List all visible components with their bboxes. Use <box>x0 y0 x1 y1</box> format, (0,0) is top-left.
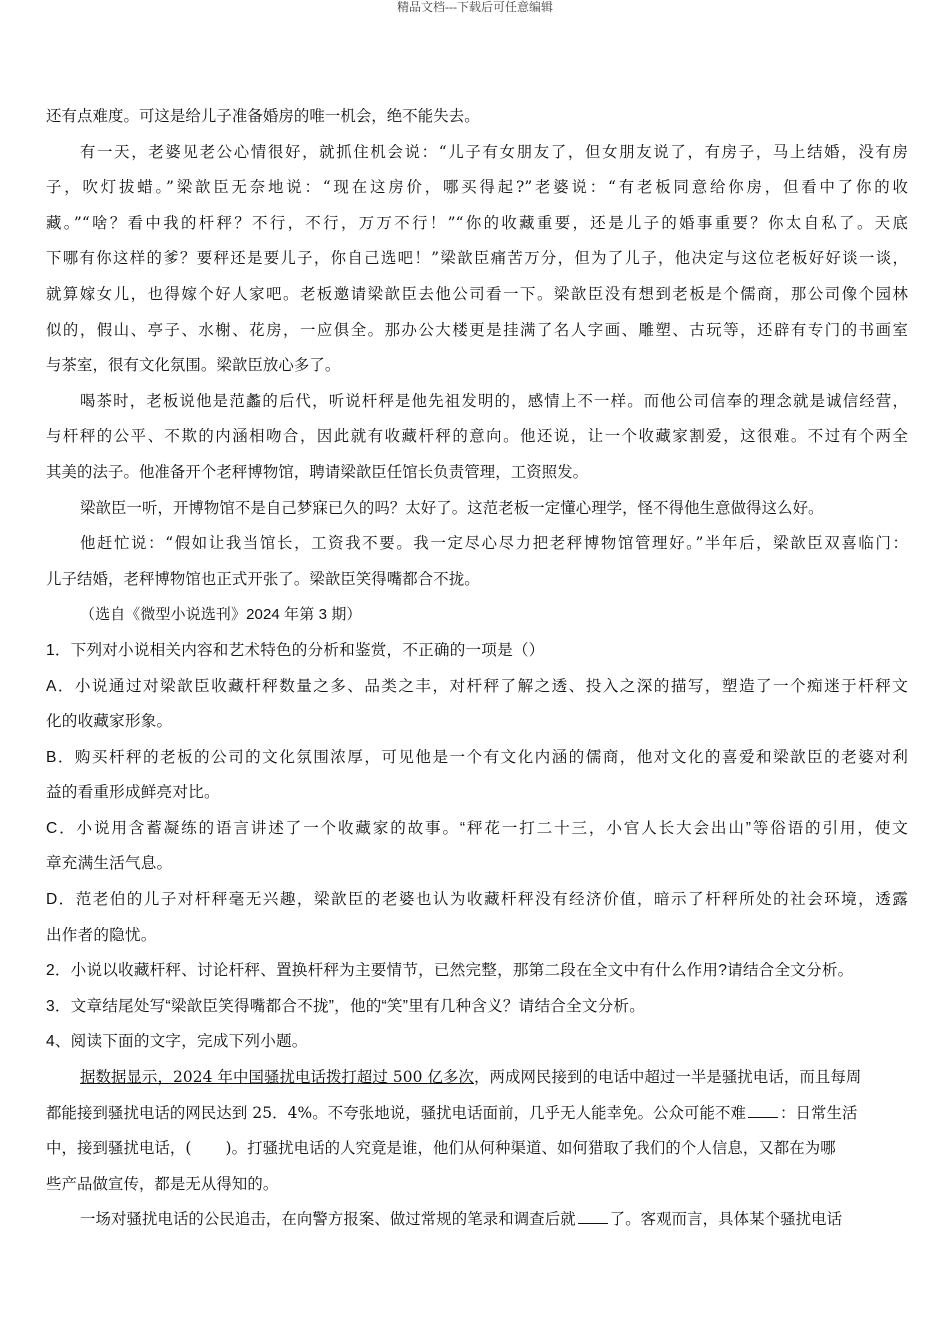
fill-blank <box>578 1222 608 1224</box>
option-c: C．小说用含蓄凝练的语言讲述了一个收藏家的故事。“秤花一打二十三，小官人长大会出山”等俗语的引用，使文 <box>46 819 908 837</box>
question-3: 3．文章结尾处写“梁歆臣笑得嘴都合不拢”，他的“笑”里有几种含义？请结合全文分析。 <box>46 997 646 1015</box>
story-line: 与茶室，很有文化氛围。梁歆臣放心多了。 <box>46 356 341 375</box>
story-line: 还有点难度。可这是给儿子准备婚房的唯一机会，绝不能失去。 <box>46 107 480 125</box>
story-line: 藏。”“啥？看中我的杆秤？不行，不行，万万不行！”“你的收藏重要，还是儿子的婚事重要？你太自私了。天底 <box>46 213 908 232</box>
option-b-cont: 益的看重形成鲜亮对比。 <box>46 784 220 802</box>
source-citation: （选自《微型小说选刊》2024 年第 3 期） <box>80 606 362 624</box>
document-body <box>46 99 908 1238</box>
underlined-sentence: 据数据显示，2024 年中国骚扰电话拨打超过 500 亿多次 <box>80 1068 475 1087</box>
fill-blank <box>748 1116 778 1118</box>
story-line: 其美的法子。他准备开个老秤博物馆，聘请梁歆臣任馆长负责管理，工资照发。 <box>46 462 589 481</box>
story-line: 有一天，老婆见老公心情很好，就抓住机会说：“儿子有女朋友了，但女朋友说了，有房子，马上结婚，没有房 <box>80 142 908 161</box>
story-line: 喝茶时，老板说他是范蠡的后代，听说杆秤是他先祖发明的，感情上不一样。而他公司信奉的理念就是诚信经营， <box>80 391 908 410</box>
passage-line-3: 中，接到骚扰电话，( )。打骚扰电话的人究竟是谁，他们从何种渠道、如何猎取了我们的个人信息，又都在为哪 <box>46 1139 836 1158</box>
story-line: 儿子结婚，老秤博物馆也正式开张了。梁歆臣笑得嘴都合不拢。 <box>46 569 480 588</box>
option-d: D．范老伯的儿子对杆秤毫无兴趣，梁歆臣的老婆也认为收藏杆秤没有经济价值，暗示了杆秤所处的社会环境，透露 <box>46 891 908 909</box>
passage-line-2: 都能接到骚扰电话的网民达到 25．4%。不夸张地说，骚扰电话面前，几乎无人能幸免。公众可能不难 ：日常生活 <box>46 1103 858 1122</box>
option-a-cont: 化的收藏家形象。 <box>46 713 173 731</box>
question-2: 2．小说以收藏杆秤、讨论杆秤、置换杆秤为主要情节，已然完整，那第二段在全文中有什么作用?请结合全文分析。 <box>46 962 854 980</box>
story-line: 与杆秤的公平、不欺的内涵相吻合，因此就有收藏杆秤的意向。他还说，让一个收藏家割爱，这很难。不过有个两全 <box>46 427 908 446</box>
question-4: 4、阅读下面的文字，完成下列小题。 <box>46 1033 308 1051</box>
passage-line-5: 一场对骚扰电话的公民追击，在向警方报案、做过常规的笔录和调查后就 了。客观而言，具体某个骚扰电话 <box>80 1210 843 1229</box>
story-line: 子，吹灯拔蜡。”梁歆臣无奈地说：“现在这房价，哪买得起?”老婆说：“有老板同意给你房，但看中了你的收 <box>46 178 908 197</box>
story-line: 他赶忙说：“假如让我当馆长，工资我不要。我一定尽心尽力把老秤博物馆管理好。”半年后，梁歆臣双喜临门： <box>80 534 908 553</box>
story-line: 梁歆臣一听，开博物馆不是自己梦寐已久的吗？太好了。这范老板一定懂心理学，怪不得他生意做得这么好。 <box>80 498 824 517</box>
option-a: A．小说通过对梁歆臣收藏杆秤数量之多、品类之丰，对杆秤了解之透、投入之深的描写，塑造了一个痴迷于杆秤文 <box>46 677 908 695</box>
story-line: 似的，假山、亭子、水榭、花房，一应俱全。那办公大楼更是挂满了名人字画、雕塑、古玩等，还辟有专门的书画室 <box>46 320 908 339</box>
story-line: 就算嫁女儿，也得嫁个好人家吧。老板邀请梁歆臣去他公司看一下。梁歆臣没有想到老板是个儒商，那公司像个园林 <box>46 284 908 303</box>
story-line: 下哪有你这样的爹？要秤还是要儿子，你自己选吧！”梁歆臣痛苦万分，但为了儿子，他决定与这位老板好好谈一谈， <box>46 249 908 268</box>
passage-line-1: 据数据显示，2024 年中国骚扰电话拨打超过 500 亿多次，两成网民接到的电话中超过一半是骚扰电话，而且每周 <box>80 1068 862 1087</box>
option-d-cont: 出作者的隐忧。 <box>46 926 157 944</box>
question-1-stem: 1．下列对小说相关内容和艺术特色的分析和鉴赏，不正确的一项是（） <box>46 641 545 659</box>
passage-line-4: 些产品做宣传，都是无从得知的。 <box>46 1174 279 1193</box>
option-b: B．购买杆秤的老板的公司的文化氛围浓厚，可见他是一个有文化内涵的儒商，他对文化的喜爱和梁歆臣的老婆对利 <box>46 748 908 766</box>
option-c-cont: 章充满生活气息。 <box>46 855 173 873</box>
page-header-watermark: 精品文档---下载后可任意编辑 <box>397 0 553 14</box>
